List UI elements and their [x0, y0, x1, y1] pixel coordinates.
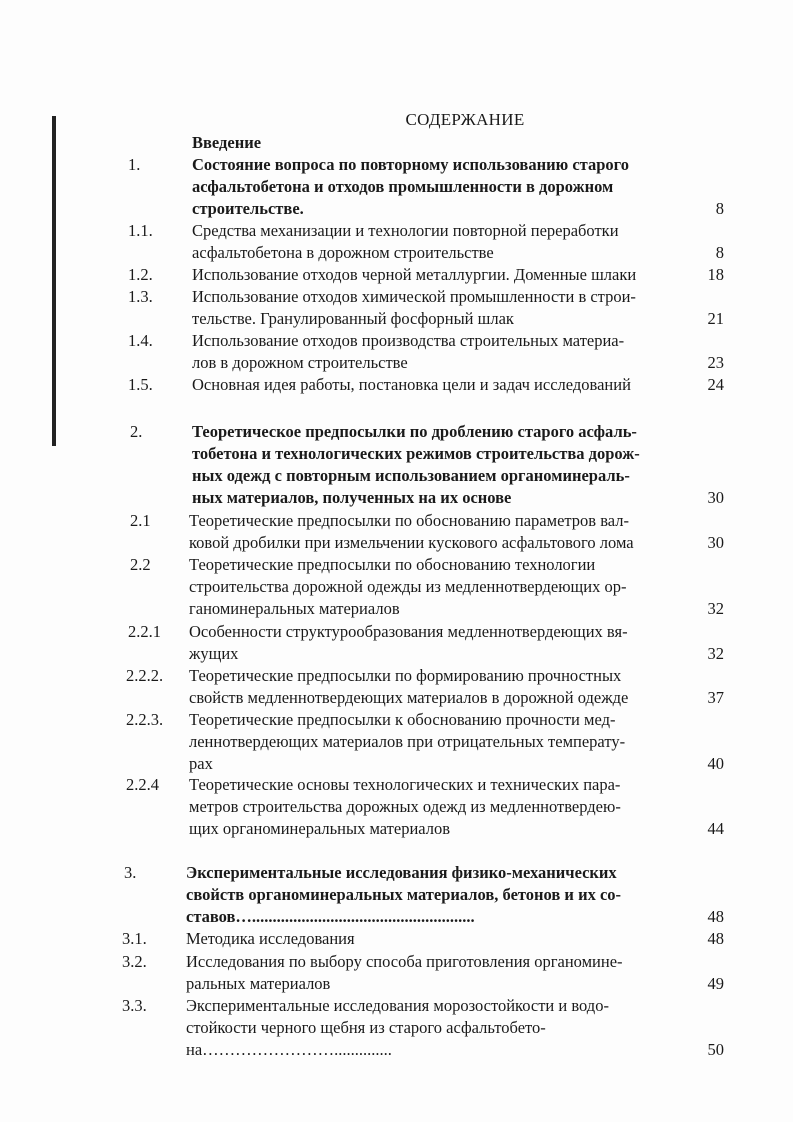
toc-entry-title	[186, 995, 609, 1061]
toc-entry-number: 1.3.	[128, 287, 153, 306]
toc-entry-title	[189, 774, 621, 840]
toc-entry-line: Методика исследования	[186, 929, 355, 948]
toc-entry-line: стойкости черного щебня из старого асфальтобето-	[186, 1018, 546, 1037]
toc-entry-number: 2.2.1	[128, 622, 161, 641]
toc-entry-line: Теоретическое предпосылки по дроблению старого асфаль-	[192, 422, 637, 441]
toc-entry-line: ставов…......................................................	[186, 907, 475, 926]
toc-entry-line: асфальтобетона в дорожном строительстве	[192, 243, 494, 262]
toc-entry-line: леннотвердеющих материалов при отрицательных температу-	[189, 732, 626, 751]
toc-entry-line: Экспериментальные исследования морозостойкости и водо-	[186, 996, 609, 1015]
toc-entry-number: 3.	[124, 863, 137, 882]
toc-entry-line: Основная идея работы, постановка цели и задач исследований	[192, 375, 631, 394]
toc-entry-title	[192, 330, 624, 374]
toc-entry-page: 21	[707, 309, 724, 328]
toc-entry-page: 49	[707, 974, 724, 993]
toc-entry-line: Использование отходов химической промышленности в строи-	[192, 287, 636, 306]
toc-entry-page: 24	[707, 375, 724, 394]
toc-entry-page: 8	[715, 243, 724, 262]
toc-entry-line: Исследования по выбору способа приготовления органомине-	[186, 952, 623, 971]
toc-entry-line: Экспериментальные исследования физико-механических	[186, 863, 617, 882]
toc-entry-page: 32	[707, 599, 724, 618]
toc-entry-line: щих органоминеральных материалов	[189, 819, 451, 838]
toc-entry-line: свойств органоминеральных материалов, бетонов и их со-	[186, 885, 622, 904]
toc-entry-number: 3.3.	[122, 996, 147, 1015]
toc-entry-page: 37	[707, 688, 724, 707]
toc-entry-line: Теоретические предпосылки к обоснованию прочности мед-	[189, 710, 616, 729]
toc-entry-number: 2.1	[130, 511, 151, 530]
toc-entry-line: Особенности структурообразования медленнотвердеющих вя-	[189, 622, 628, 641]
toc-entry-line: жущих	[189, 644, 239, 663]
toc-entry-title	[189, 709, 625, 775]
toc-entry-line: Теоретические предпосылки по обоснованию параметров вал-	[189, 511, 629, 530]
toc-entry-line: ковой дробилки при измельчении кускового асфальтового лома	[189, 533, 634, 552]
toc-entry-line: строительства дорожной одежды из медленнотвердеющих ор-	[189, 577, 627, 596]
toc-entry-page: 30	[707, 533, 724, 552]
toc-entry-title	[192, 154, 629, 220]
toc-entry-line: ральных материалов	[186, 974, 331, 993]
toc-entry-title	[186, 862, 621, 928]
toc-entry-number: 2.2.3.	[126, 710, 164, 729]
toc-entry-number: 2.2.2.	[126, 666, 164, 685]
toc-entry-number: 1.5.	[128, 375, 153, 394]
toc-entry-number: 2.2.4	[126, 775, 159, 794]
toc-entry-title	[189, 621, 628, 665]
toc-entry-line: рах	[189, 754, 213, 773]
toc-entry-title	[186, 951, 623, 995]
toc-entry-number: 1.2.	[128, 265, 153, 284]
toc-entry-title	[192, 132, 261, 154]
toc-entry-number: 1.	[128, 155, 141, 174]
toc-entry-line: строительстве.	[192, 199, 304, 218]
toc-entry-title	[192, 286, 636, 330]
toc-entry-line: Теоретические основы технологических и технических пара-	[189, 775, 621, 794]
toc-entry-number: 3.2.	[122, 952, 147, 971]
toc-entry-title	[192, 220, 619, 264]
toc-entry-page: 48	[707, 929, 724, 948]
toc-entry-title	[192, 374, 631, 396]
toc-entry-page: 44	[707, 819, 724, 838]
toc-entry-line: свойств медленнотвердеющих материалов в дорожной одежде	[189, 688, 629, 707]
toc-entry-line: тобетона и технологических режимов строительства дорож-	[192, 444, 640, 463]
toc-entry-number: 2.	[130, 422, 143, 441]
toc-entry-number: 3.1.	[122, 929, 147, 948]
toc-entry-title	[189, 554, 626, 620]
toc-entry-title	[192, 264, 636, 286]
toc-entry-line: лов в дорожном строительстве	[192, 353, 408, 372]
toc-entry-page: 50	[707, 1040, 724, 1059]
toc-entry-line: Использование отходов производства строительных материа-	[192, 331, 625, 350]
toc-entry-page: 8	[715, 199, 724, 218]
toc-entry-line: асфальтобетона и отходов промышленности в дорожном	[192, 177, 614, 196]
toc-entry-line: ных одежд с повторным использованием органоминераль-	[192, 466, 630, 485]
toc-entry-number: 1.1.	[128, 221, 153, 240]
toc-entry-page: 48	[707, 907, 724, 926]
toc-entry-line: Состояние вопроса по повторному использованию старого	[192, 155, 629, 174]
toc-entry-number: 2.2	[130, 555, 151, 574]
toc-entry-page: 18	[707, 265, 724, 284]
toc-entry-number: 1.4.	[128, 331, 153, 350]
toc-entry-page: 23	[707, 353, 724, 372]
toc-entry-line: ных материалов, полученных на их основе	[192, 488, 512, 507]
toc-entry-page: 30	[707, 488, 724, 507]
page-title: СОДЕРЖАНИЕ	[405, 110, 525, 129]
toc-entry-line: тельстве. Гранулированный фосфорный шлак	[192, 309, 514, 328]
toc-entry-line: на……………………..............	[186, 1040, 392, 1059]
toc-entry-line: Теоретические предпосылки по обоснованию технологии	[189, 555, 596, 574]
toc-entry-page: 32	[707, 644, 724, 663]
toc-entry-line: Введение	[192, 133, 262, 152]
toc-entry-title	[189, 510, 634, 554]
toc-entry-line: Средства механизации и технологии повторной переработки	[192, 221, 619, 240]
toc-entry-line: ганоминеральных материалов	[189, 599, 400, 618]
toc-entry-title	[186, 928, 355, 950]
toc-entry-title	[192, 421, 640, 509]
toc-entry-page: 40	[707, 754, 724, 773]
toc-entry-line: Теоретические предпосылки по формированию прочностных	[189, 666, 622, 685]
toc-entry-line: Использование отходов черной металлургии. Доменные шлаки	[192, 265, 637, 284]
toc-entry-title	[189, 665, 628, 709]
toc-entry-line: метров строительства дорожных одежд из медленнотвердею-	[189, 797, 621, 816]
